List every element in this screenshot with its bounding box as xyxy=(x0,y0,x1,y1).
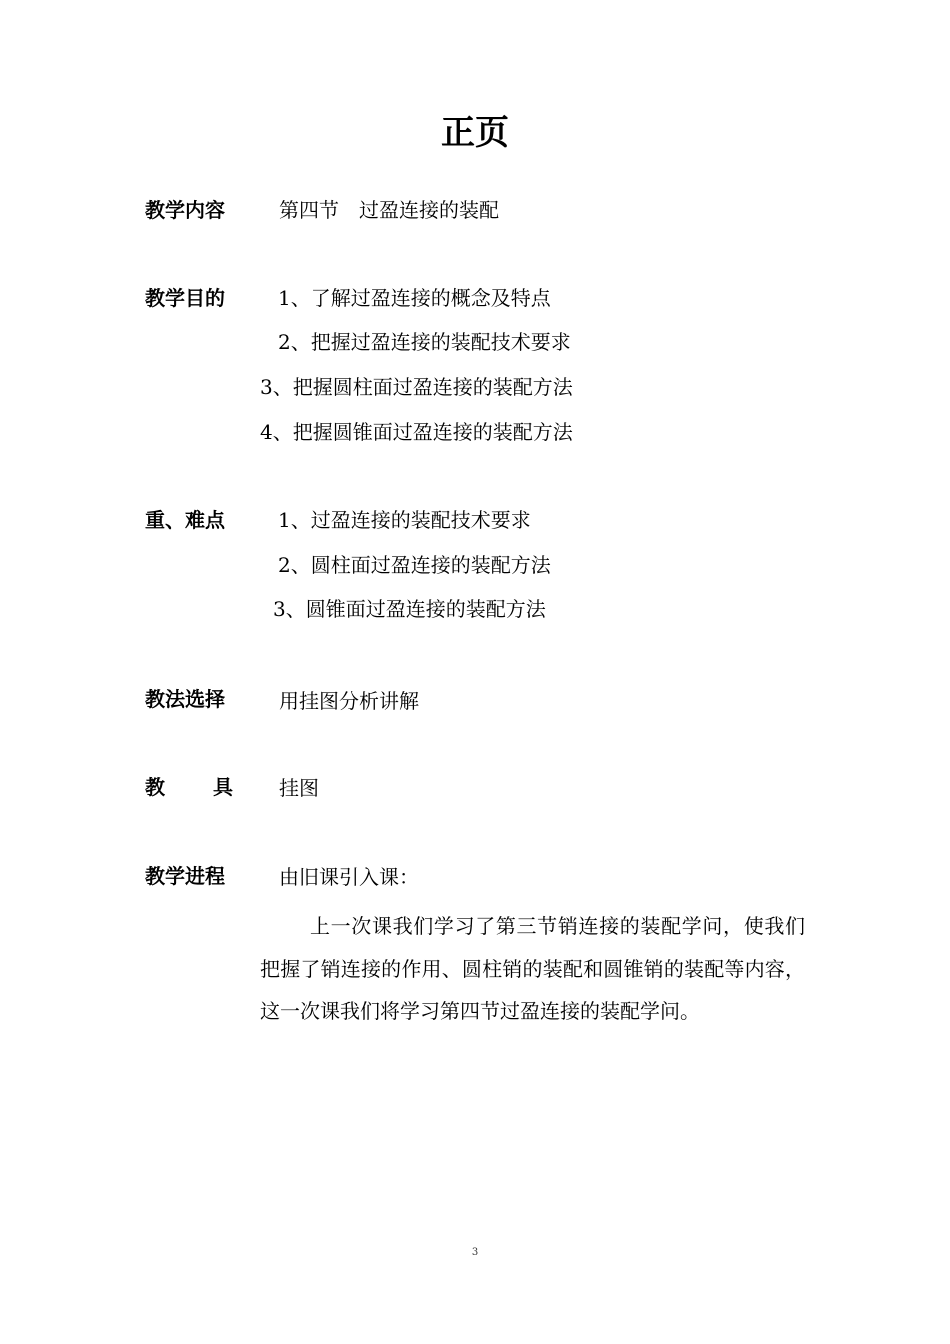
objective-item-4: 4、把握圆锥面过盈连接的装配方法 xyxy=(260,420,573,444)
objective-item-3: 3、把握圆柱面过盈连接的装配方法 xyxy=(260,375,573,399)
content-label: 教学内容 xyxy=(145,198,225,222)
process-label: 教学进程 xyxy=(145,864,225,888)
objectives-label: 教学目的 xyxy=(145,286,225,310)
key-point-item-2: 2、圆柱面过盈连接的装配方法 xyxy=(278,553,551,577)
content-value: 第四节 过盈连接的装配 xyxy=(279,198,499,222)
key-point-item-3: 3、圆锥面过盈连接的装配方法 xyxy=(273,597,546,621)
key-points-label: 重、难点 xyxy=(145,508,225,532)
process-intro: 由旧课引入课： xyxy=(279,865,419,889)
method-value: 用挂图分析讲解 xyxy=(279,689,419,713)
key-point-item-1: 1、过盈连接的装配技术要求 xyxy=(278,508,531,532)
page-number: 3 xyxy=(471,1247,479,1258)
method-label: 教法选择 xyxy=(145,687,225,711)
tools-label: 教具 xyxy=(145,775,233,799)
process-paragraph: 上一次课我们学习了第三节销连接的装配学问，使我们把握了销连接的作用、圆柱销的装配和圆锥销的装配等内容，这一次课我们将学习第四节过盈连接的装配学问。 xyxy=(260,914,805,1023)
tools-value: 挂图 xyxy=(279,776,319,800)
page-title: 正页 xyxy=(441,113,509,153)
objective-item-2: 2、把握过盈连接的装配技术要求 xyxy=(278,330,571,354)
objective-item-1: 1、了解过盈连接的概念及特点 xyxy=(278,286,551,310)
